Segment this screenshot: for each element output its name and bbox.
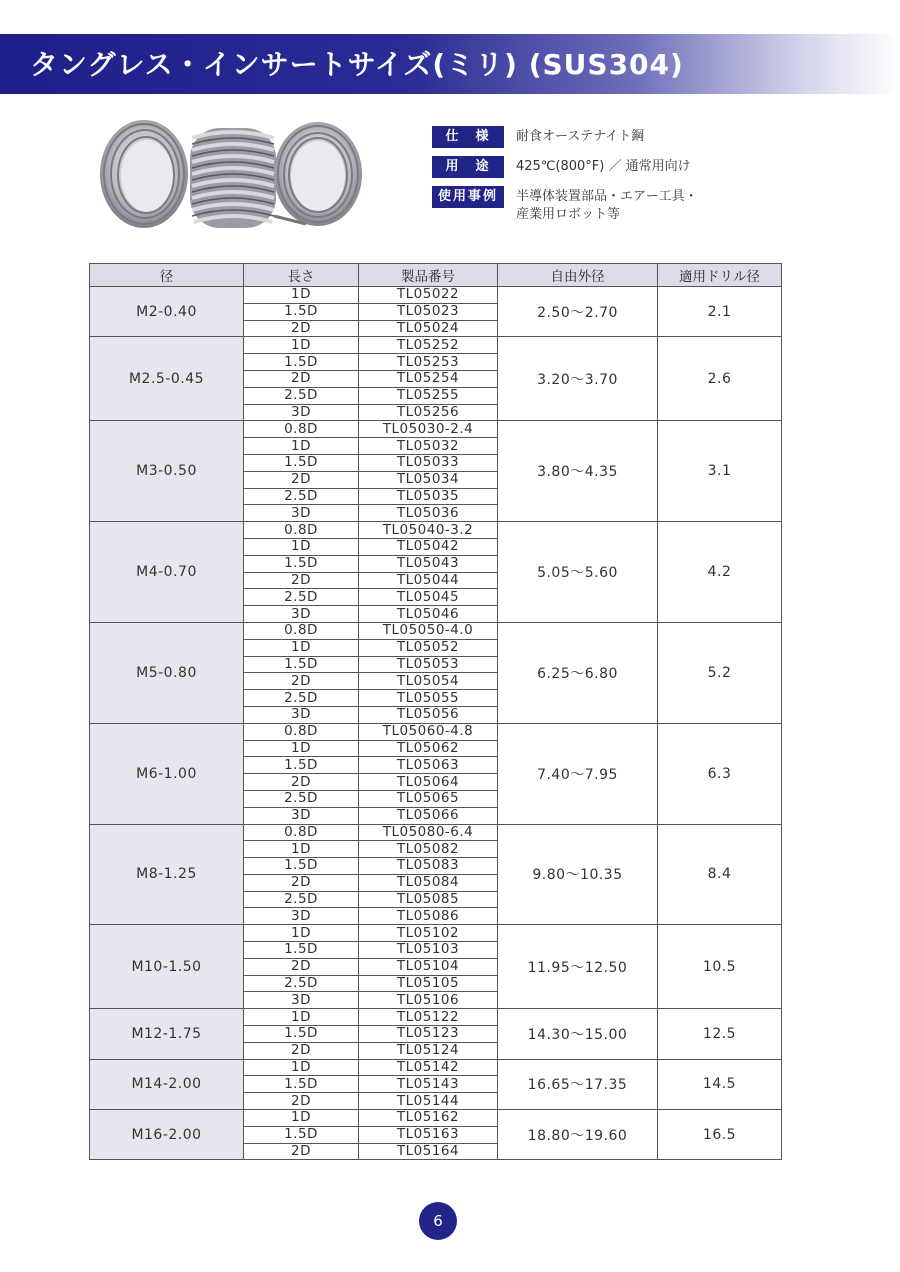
size-table [89, 263, 782, 1160]
header-diameter: 径 [90, 264, 244, 287]
table-row [90, 1059, 782, 1076]
length-cell: 1D [244, 639, 359, 656]
part-number-cell: TL05054 [359, 673, 498, 690]
part-number-cell: TL05103 [359, 942, 498, 959]
part-number-cell: TL05064 [359, 774, 498, 791]
spec-value-line: 半導体装置部品・エアー工具・ [516, 189, 698, 204]
part-number-cell: TL05023 [359, 303, 498, 320]
drill-cell: 2.6 [658, 337, 782, 421]
part-number-cell: TL05105 [359, 975, 498, 992]
length-cell: 3D [244, 505, 359, 522]
part-number-cell: TL05104 [359, 958, 498, 975]
length-cell: 1.5D [244, 454, 359, 471]
table-row [90, 421, 782, 438]
part-number-cell: TL05056 [359, 706, 498, 723]
length-cell: 2.5D [244, 790, 359, 807]
part-number-cell: TL05252 [359, 337, 498, 354]
size-cell: M3-0.50 [90, 421, 244, 522]
length-cell: 2.5D [244, 975, 359, 992]
thread-insert-photo [92, 112, 372, 236]
spec-label: 仕 様 [432, 126, 504, 148]
length-cell: 3D [244, 807, 359, 824]
size-cell: M10-1.50 [90, 925, 244, 1009]
size-cell: M2-0.40 [90, 287, 244, 337]
part-number-cell: TL05083 [359, 858, 498, 875]
length-cell: 1D [244, 438, 359, 455]
free-od-cell: 18.80～19.60 [498, 1110, 658, 1160]
length-cell: 2.5D [244, 589, 359, 606]
drill-cell: 6.3 [658, 723, 782, 824]
part-number-cell: TL05163 [359, 1126, 498, 1143]
length-cell: 2D [244, 320, 359, 337]
part-number-cell: TL05065 [359, 790, 498, 807]
length-cell: 0.8D [244, 421, 359, 438]
spec-value-line: 耐食オーステナイト鋼 [516, 129, 645, 144]
length-cell: 1.5D [244, 858, 359, 875]
part-number-cell: TL05035 [359, 488, 498, 505]
part-number-cell: TL05085 [359, 891, 498, 908]
size-table-body [90, 287, 782, 1160]
part-number-cell: TL05144 [359, 1093, 498, 1110]
part-number-cell: TL05123 [359, 1026, 498, 1043]
page-number: 6 [419, 1202, 457, 1240]
part-number-cell: TL05162 [359, 1110, 498, 1127]
length-cell: 2D [244, 958, 359, 975]
part-number-cell: TL05055 [359, 690, 498, 707]
drill-cell: 2.1 [658, 287, 782, 337]
size-cell: M12-1.75 [90, 1009, 244, 1059]
part-number-cell: TL05066 [359, 807, 498, 824]
free-od-cell: 9.80～10.35 [498, 824, 658, 925]
part-number-cell: TL05256 [359, 404, 498, 421]
part-number-cell: TL05106 [359, 992, 498, 1009]
free-od-cell: 3.20～3.70 [498, 337, 658, 421]
length-cell: 0.8D [244, 622, 359, 639]
part-number-cell: TL05024 [359, 320, 498, 337]
length-cell: 1D [244, 1059, 359, 1076]
table-row [90, 622, 782, 639]
part-number-cell: TL05143 [359, 1076, 498, 1093]
length-cell: 2D [244, 471, 359, 488]
length-cell: 2D [244, 673, 359, 690]
length-cell: 2D [244, 370, 359, 387]
free-od-cell: 11.95～12.50 [498, 925, 658, 1009]
table-row [90, 824, 782, 841]
part-number-cell: TL05045 [359, 589, 498, 606]
length-cell: 1D [244, 740, 359, 757]
size-cell: M4-0.70 [90, 522, 244, 623]
length-cell: 1.5D [244, 942, 359, 959]
length-cell: 1.5D [244, 1126, 359, 1143]
part-number-cell: TL05040-3.2 [359, 522, 498, 539]
length-cell: 2.5D [244, 387, 359, 404]
size-cell: M8-1.25 [90, 824, 244, 925]
length-cell: 2D [244, 1042, 359, 1059]
length-cell: 2.5D [244, 488, 359, 505]
size-cell: M6-1.00 [90, 723, 244, 824]
length-cell: 2D [244, 1143, 359, 1160]
part-number-cell: TL05254 [359, 370, 498, 387]
table-row [90, 522, 782, 539]
length-cell: 2D [244, 874, 359, 891]
part-number-cell: TL05255 [359, 387, 498, 404]
length-cell: 3D [244, 908, 359, 925]
size-cell: M2.5-0.45 [90, 337, 244, 421]
length-cell: 1.5D [244, 303, 359, 320]
length-cell: 1.5D [244, 656, 359, 673]
part-number-cell: TL05044 [359, 572, 498, 589]
length-cell: 3D [244, 992, 359, 1009]
free-od-cell: 14.30～15.00 [498, 1009, 658, 1059]
part-number-cell: TL05052 [359, 639, 498, 656]
drill-cell: 16.5 [658, 1110, 782, 1160]
length-cell: 2D [244, 572, 359, 589]
part-number-cell: TL05036 [359, 505, 498, 522]
spec-list [432, 126, 698, 232]
part-number-cell: TL05102 [359, 925, 498, 942]
title-banner [0, 34, 900, 94]
drill-cell: 12.5 [658, 1009, 782, 1059]
length-cell: 1D [244, 1110, 359, 1127]
length-cell: 3D [244, 404, 359, 421]
part-number-cell: TL05086 [359, 908, 498, 925]
size-cell: M14-2.00 [90, 1059, 244, 1109]
drill-cell: 8.4 [658, 824, 782, 925]
part-number-cell: TL05082 [359, 841, 498, 858]
table-row [90, 723, 782, 740]
table-row [90, 337, 782, 354]
spec-row-examples [432, 186, 698, 224]
spec-value-line: 産業用ロボット等 [516, 207, 621, 222]
part-number-cell: TL05063 [359, 757, 498, 774]
part-number-cell: TL05022 [359, 287, 498, 304]
size-cell: M5-0.80 [90, 622, 244, 723]
part-number-cell: TL05142 [359, 1059, 498, 1076]
length-cell: 3D [244, 606, 359, 623]
length-cell: 2.5D [244, 690, 359, 707]
part-number-cell: TL05084 [359, 874, 498, 891]
part-number-cell: TL05080-6.4 [359, 824, 498, 841]
length-cell: 3D [244, 706, 359, 723]
part-number-cell: TL05033 [359, 454, 498, 471]
table-row [90, 287, 782, 304]
table-row [90, 1110, 782, 1127]
free-od-cell: 5.05～5.60 [498, 522, 658, 623]
length-cell: 0.8D [244, 824, 359, 841]
drill-cell: 4.2 [658, 522, 782, 623]
part-number-cell: TL05042 [359, 538, 498, 555]
spec-value [516, 126, 644, 146]
spec-label: 使用事例 [432, 186, 504, 208]
length-cell: 1.5D [244, 354, 359, 371]
spec-value [516, 156, 691, 176]
header-drill: 適用ドリル径 [658, 264, 782, 287]
part-number-cell: TL05062 [359, 740, 498, 757]
length-cell: 1D [244, 1009, 359, 1026]
page-title: タングレス・インサートサイズ(ミリ) (SUS304) [30, 48, 684, 81]
table-header-row [90, 264, 782, 287]
drill-cell: 14.5 [658, 1059, 782, 1109]
length-cell: 1D [244, 841, 359, 858]
free-od-cell: 16.65～17.35 [498, 1059, 658, 1109]
size-cell: M16-2.00 [90, 1110, 244, 1160]
part-number-cell: TL05032 [359, 438, 498, 455]
length-cell: 1.5D [244, 555, 359, 572]
spec-value-line: 425℃(800°F) ／ 通常用向け [516, 159, 691, 174]
part-number-cell: TL05060-4.8 [359, 723, 498, 740]
length-cell: 0.8D [244, 522, 359, 539]
header-free-od: 自由外径 [498, 264, 658, 287]
part-number-cell: TL05164 [359, 1143, 498, 1160]
part-number-cell: TL05124 [359, 1042, 498, 1059]
length-cell: 2D [244, 774, 359, 791]
length-cell: 1D [244, 925, 359, 942]
header-length: 長さ [244, 264, 359, 287]
drill-cell: 5.2 [658, 622, 782, 723]
free-od-cell: 3.80～4.35 [498, 421, 658, 522]
free-od-cell: 2.50～2.70 [498, 287, 658, 337]
part-number-cell: TL05043 [359, 555, 498, 572]
spec-label: 用 途 [432, 156, 504, 178]
spec-row-material [432, 126, 698, 148]
part-number-cell: TL05122 [359, 1009, 498, 1026]
part-number-cell: TL05253 [359, 354, 498, 371]
drill-cell: 10.5 [658, 925, 782, 1009]
free-od-cell: 7.40～7.95 [498, 723, 658, 824]
table-row [90, 1009, 782, 1026]
part-number-cell: TL05030-2.4 [359, 421, 498, 438]
length-cell: 2.5D [244, 891, 359, 908]
part-number-cell: TL05050-4.0 [359, 622, 498, 639]
part-number-cell: TL05053 [359, 656, 498, 673]
length-cell: 1.5D [244, 757, 359, 774]
header-part-number: 製品番号 [359, 264, 498, 287]
free-od-cell: 6.25～6.80 [498, 622, 658, 723]
drill-cell: 3.1 [658, 421, 782, 522]
length-cell: 1D [244, 337, 359, 354]
spec-value [516, 186, 698, 224]
table-row [90, 925, 782, 942]
part-number-cell: TL05034 [359, 471, 498, 488]
part-number-cell: TL05046 [359, 606, 498, 623]
length-cell: 1D [244, 538, 359, 555]
length-cell: 1.5D [244, 1076, 359, 1093]
length-cell: 1.5D [244, 1026, 359, 1043]
length-cell: 2D [244, 1093, 359, 1110]
length-cell: 1D [244, 287, 359, 304]
length-cell: 0.8D [244, 723, 359, 740]
spec-row-usage [432, 156, 698, 178]
